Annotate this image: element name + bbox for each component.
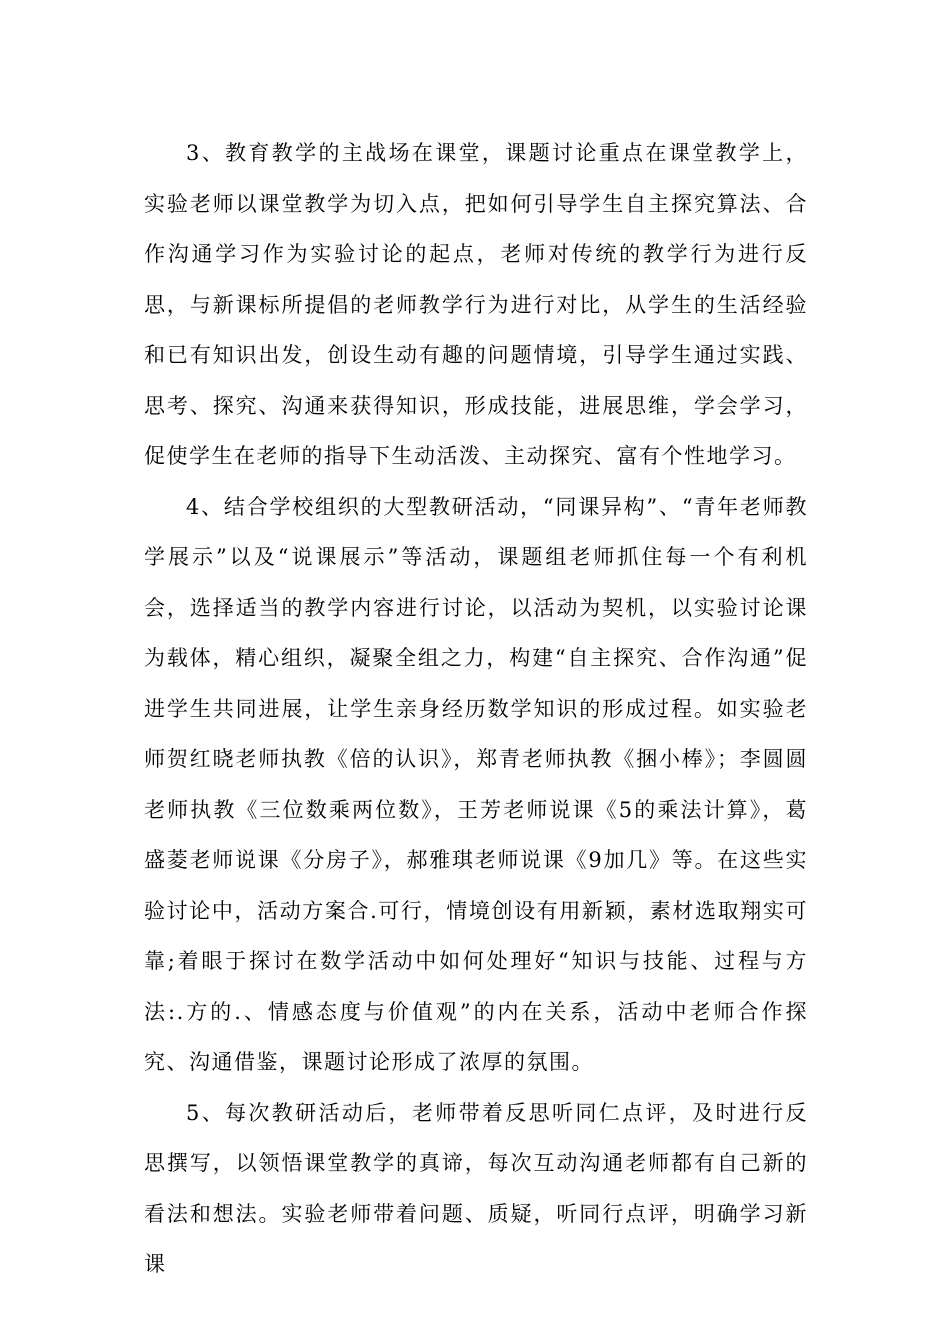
paragraph-4: 4、结合学校组织的大型教研活动，“同课异构”、“青年老师教学展示”以及“说课展示”等活动，课题组老师抓住每一个有利机会，选择适当的教学内容进行讨论，以活动为契机，以实验讨论课为载体，精心组织，凝聚全组之力，构建“自主探究、合作沟通”促进学生共同进展，让学生亲身经历数学知识的形成过程。如实验老师贺红晓老师执教《倍的认识》，郑青老师执教《捆小棒》；李圆圆老师执教《三位数乘两位数》，王芳老师说课《5的乘法计算》，葛盛菱老师说课《分房子》，郝雅琪老师说课《9加几》等。在这些实验讨论中，活动方案合.可行，情境创设有用新颖，素材选取翔实可靠;着眼于探讨在数学活动中如何处理好“知识与技能、过程与方法:.方的.、情感态度与价值观”的内在关系，活动中老师合作探究、沟通借鉴，课题讨论形成了浓厚的氛围。 xyxy=(144,494,808,1074)
document-page xyxy=(144,128,808,1290)
paragraph-5: 5、每次教研活动后，老师带着反思听同仁点评，及时进行反思撰写，以领悟课堂教学的真谛，每次互动沟通老师都有自己新的看法和想法。实验老师带着问题、质疑，听同行点评，明确学习新课 xyxy=(144,1100,808,1276)
paragraph-3: 3、教育教学的主战场在课堂，课题讨论重点在课堂教学上，实验老师以课堂教学为切入点，把如何引导学生自主探究算法、合作沟通学习作为实验讨论的起点，老师对传统的教学行为进行反思，与新课标所提倡的老师教学行为进行对比，从学生的生活经验和已有知识出发，创设生动有趣的问题情境，引导学生通过实践、思考、探究、沟通来获得知识，形成技能，进展思维，学会学习，促使学生在老师的指导下生动活泼、主动探究、富有个性地学习。 xyxy=(144,141,808,468)
